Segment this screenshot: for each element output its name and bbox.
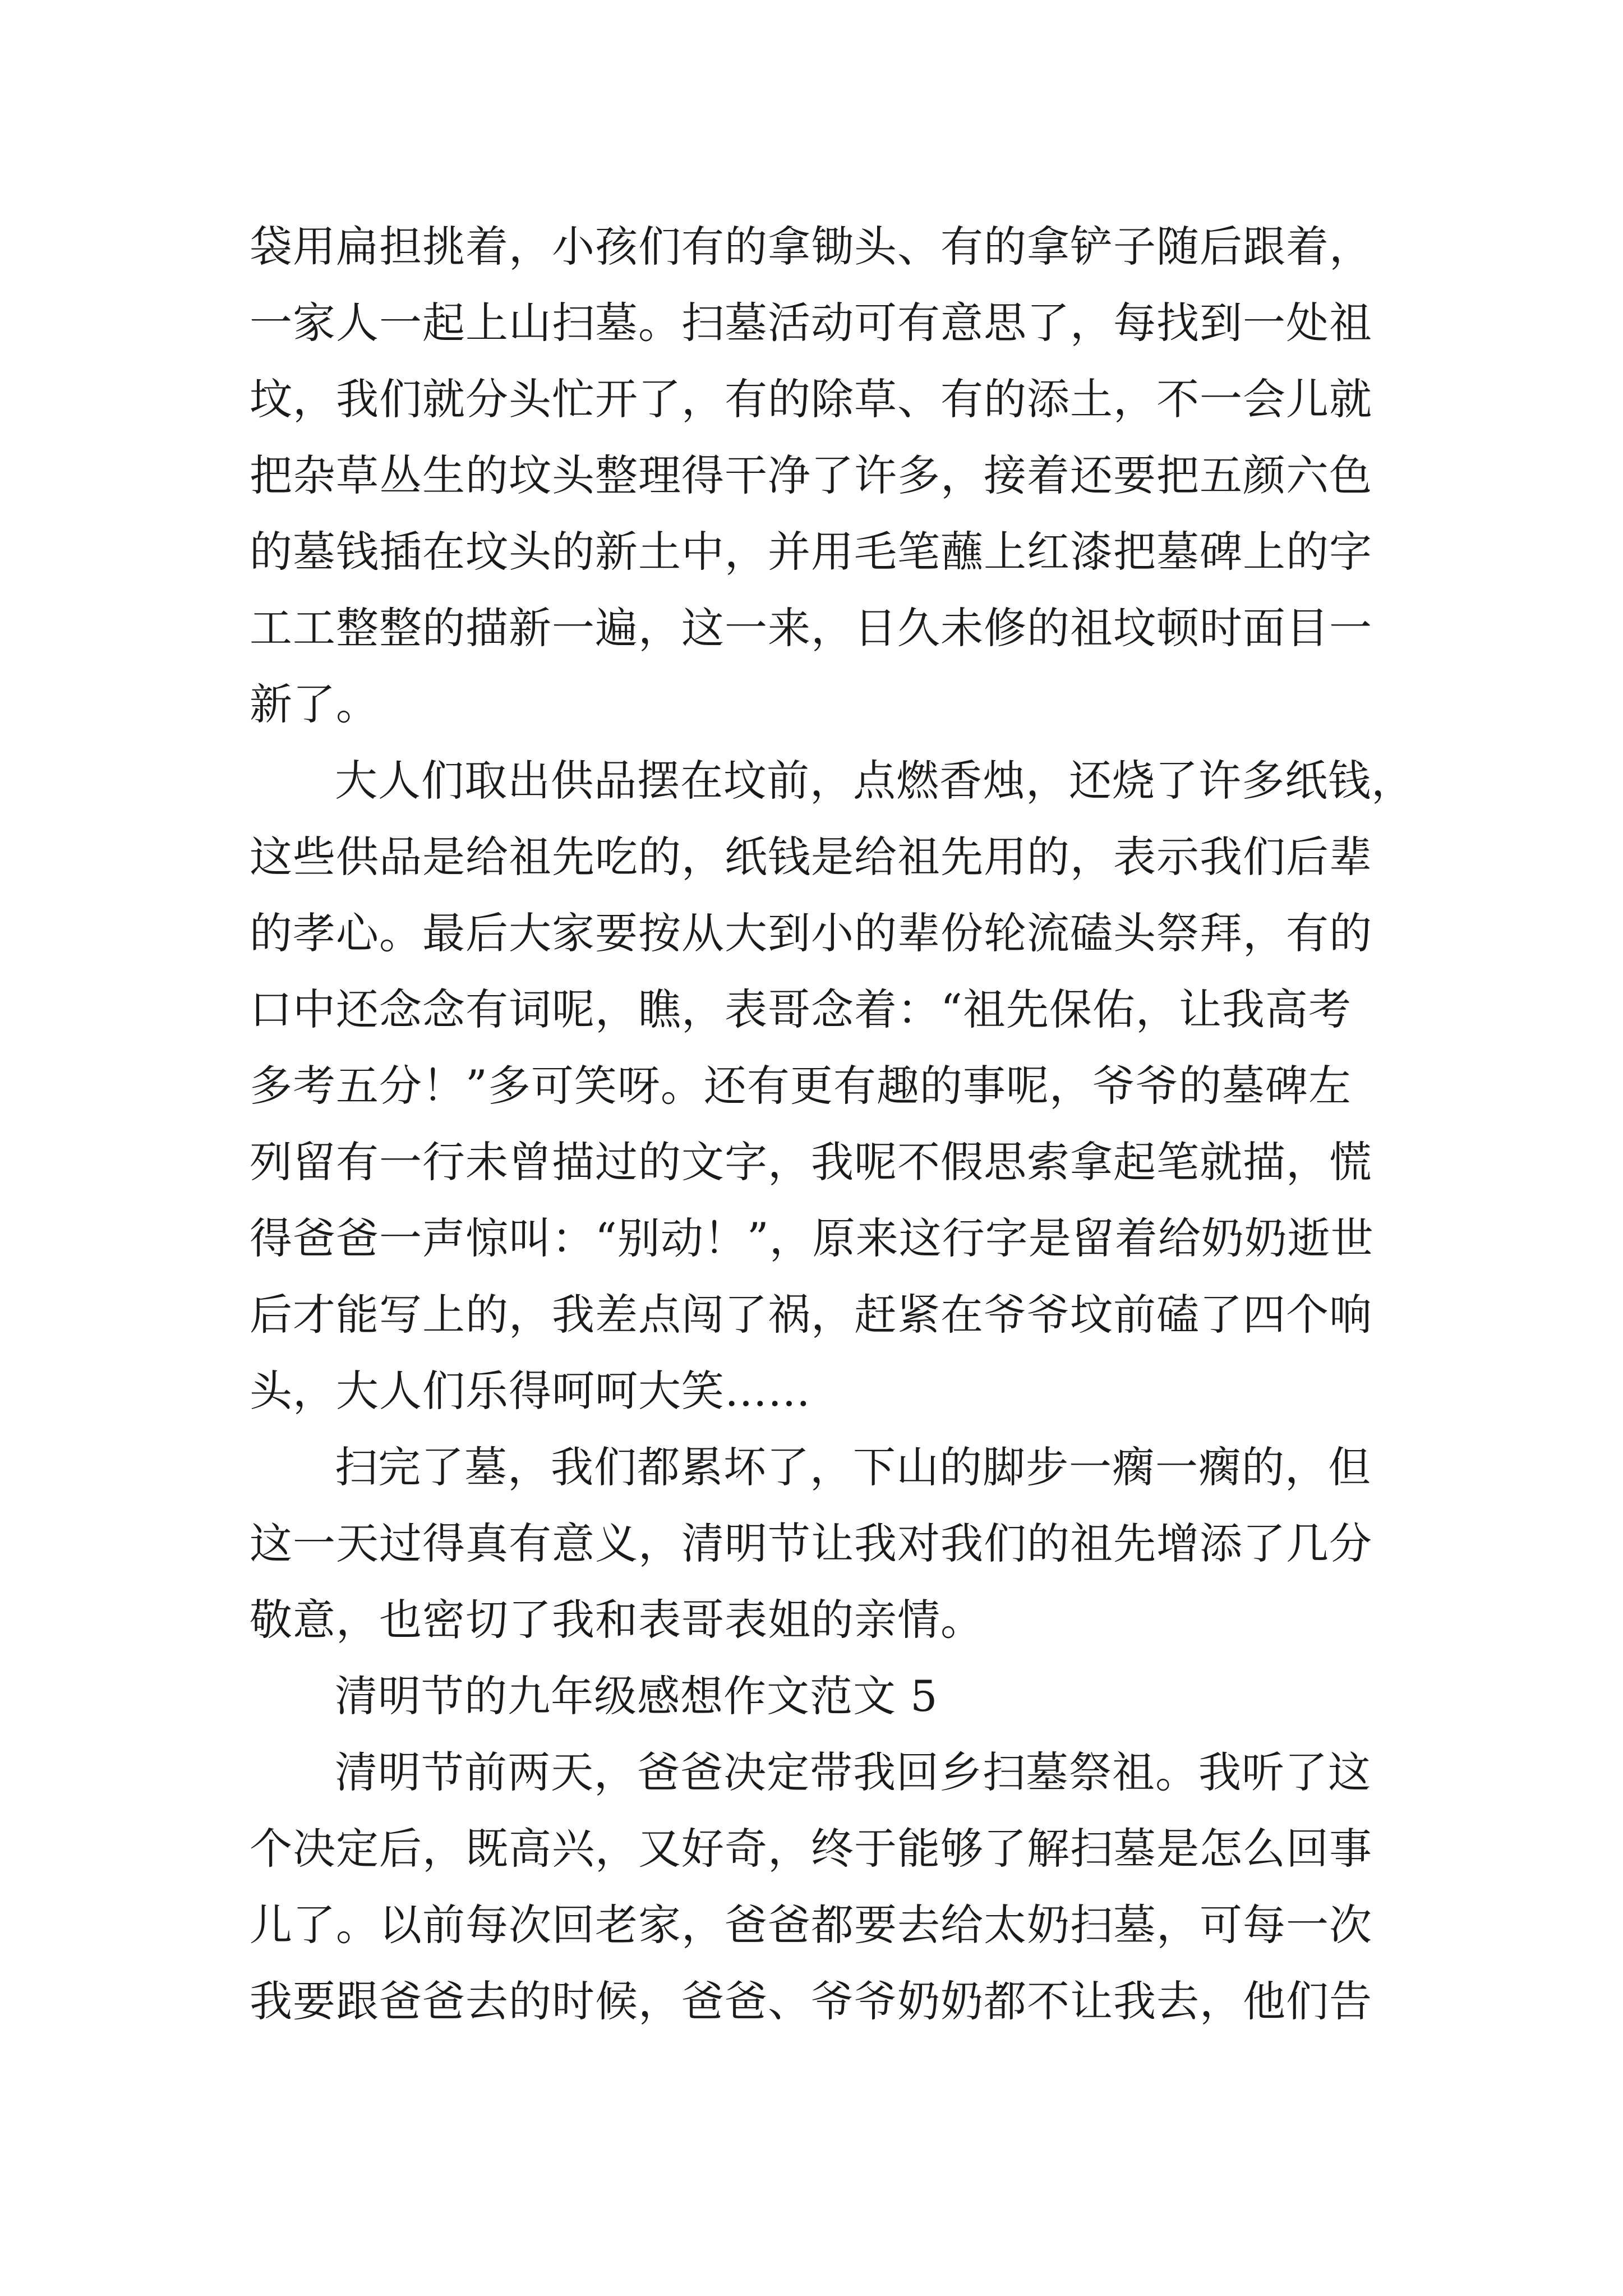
text-line: 后才能写上的，我差点闯了祸，赶紧在爷爷坟前磕了四个响	[250, 1290, 1372, 1340]
text-line: 一家人一起上山扫墓。扫墓活动可有意思了，每找到一处祖	[250, 298, 1372, 348]
text-line: 新了。	[250, 679, 379, 729]
text-line: 的孝心。最后大家要按从大到小的辈份轮流磕头祭拜，有的	[250, 908, 1372, 958]
text-line: 坟，我们就分头忙开了，有的除草、有的添土，不一会儿就	[250, 374, 1372, 424]
text-line: 敬意，也密切了我和表哥表姐的亲情。	[250, 1595, 984, 1645]
text-line: 这些供品是给祖先吃的，纸钱是给祖先用的，表示我们后辈	[250, 832, 1372, 882]
text-line: 口中还念念有词呢，瞧，表哥念着：“祖先保佑，让我高考	[250, 984, 1352, 1034]
text-line: 把杂草丛生的坟头整理得干净了许多，接着还要把五颜六色	[250, 450, 1372, 500]
paragraph-start-line: 大人们取出供品摆在坟前，点燃香烛，还烧了许多纸钱，	[335, 756, 1414, 806]
text-line: 这一天过得真有意义，清明节让我对我们的祖先增添了几分	[250, 1519, 1372, 1568]
paragraph-start-line: 清明节前两天，爸爸决定带我回乡扫墓祭祖。我听了这	[335, 1747, 1371, 1797]
text-line: 的墓钱插在坟头的新土中，并用毛笔蘸上红漆把墓碑上的字	[250, 527, 1372, 577]
text-line: 个决定后，既高兴，又好奇，终于能够了解扫墓是怎么回事	[250, 1824, 1372, 1874]
text-line: 列留有一行未曾描过的文字，我呢不假思索拿起笔就描，慌	[250, 1137, 1372, 1187]
text-line: 头，大人们乐得呵呵大笑……	[250, 1366, 811, 1416]
paragraph-start-line: 扫完了墓，我们都累坏了，下山的脚步一瘸一瘸的，但	[335, 1442, 1371, 1492]
body-text	[250, 209, 1414, 2040]
text-line: 儿了。以前每次回老家，爸爸都要去给太奶扫墓，可每一次	[250, 1900, 1372, 1950]
section-heading: 清明节的九年级感想作文范文 5	[335, 1671, 938, 1721]
text-line: 我要跟爸爸去的时候，爸爸、爷爷奶奶都不让我去，他们告	[250, 1976, 1372, 2026]
text-line: 多考五分！”多可笑呀。还有更有趣的事呢，爷爷的墓碑左	[250, 1061, 1352, 1111]
text-line: 工工整整的描新一遍，这一来，日久未修的祖坟顿时面目一	[250, 603, 1372, 653]
text-line: 得爸爸一声惊叫：“别动！”，原来这行字是留着给奶奶逝世	[250, 1213, 1374, 1263]
text-line: 袋用扁担挑着，小孩们有的拿锄头、有的拿铲子随后跟着，	[250, 222, 1372, 272]
